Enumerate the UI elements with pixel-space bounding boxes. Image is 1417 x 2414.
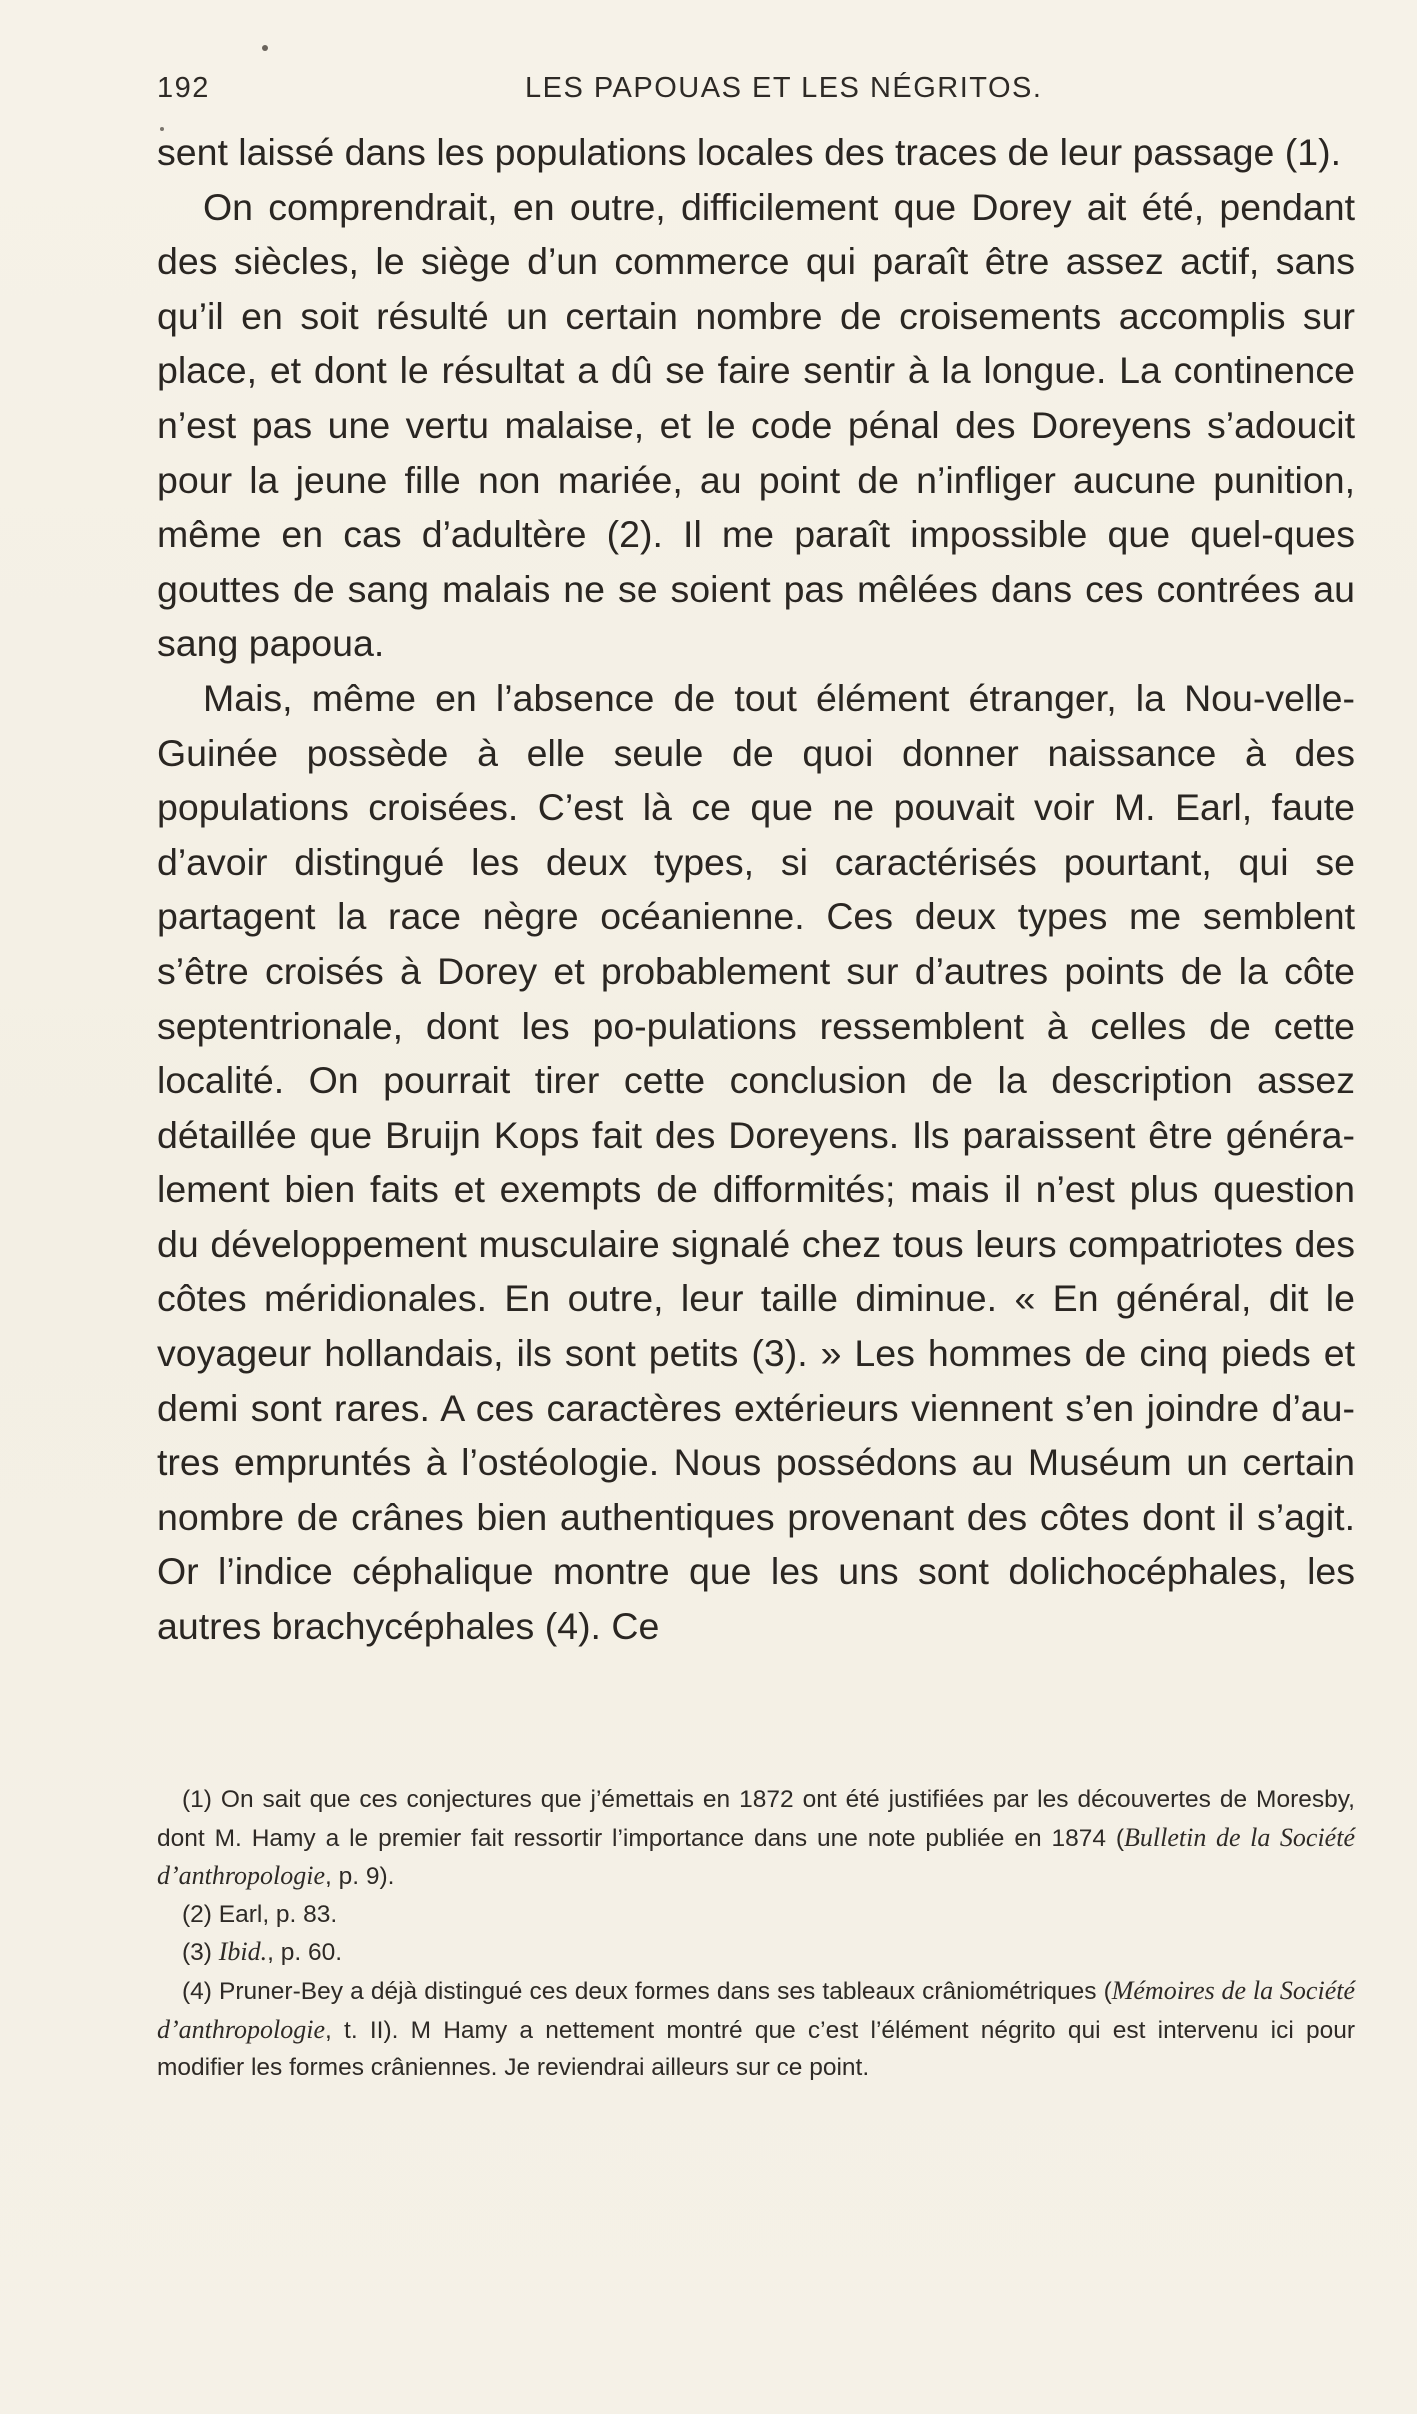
footnote-4-text: (4) Pruner-Bey a déjà distingué ces deux formes dans ses tableaux crâniométriques ( bbox=[182, 1977, 1112, 2005]
footnote-1-text: (1) On sait que ces conjectures que j’émettais en 1872 ont été justifiées par les découvertes de Moresby, dont M. Hamy a le premier fait ressortir l’importance dans une note publiée en 1874 ( bbox=[157, 1786, 1355, 1852]
footnote-2-text: (2) Earl, p. 83. bbox=[182, 1900, 338, 1928]
footnote-1-citation: Bulletin de la Société d’anthropologie bbox=[157, 1822, 1355, 1891]
paragraph-continued: sent laissé dans les populations locales des traces de leur passage (1). bbox=[157, 131, 1342, 173]
footnote-3 bbox=[157, 1933, 1355, 1972]
footnote-2 bbox=[157, 1896, 1355, 1934]
footnote-3-prefix: (3) bbox=[182, 1939, 219, 1967]
footnote-3-tail: , p. 60. bbox=[267, 1939, 343, 1967]
ink-speck bbox=[262, 45, 268, 51]
footnote-4 bbox=[157, 1972, 1355, 2087]
footnote-4-tail: , t. II). M Hamy a nettement montré que c’est l’élément négrito qui est intervenu ici pour modifier les formes crâniennes. Je reviendrai ailleurs sur ce point. bbox=[157, 2016, 1355, 2082]
main-text bbox=[157, 125, 1355, 1654]
page-number: 192 bbox=[157, 72, 210, 104]
footnote-4-citation: Mémoires de la Société d’anthropologie bbox=[157, 1975, 1356, 2044]
footnote-1 bbox=[157, 1781, 1355, 1896]
footnote-1-tail: , p. 9). bbox=[325, 1863, 395, 1891]
paragraph: Mais, même en l’absence de tout élément étranger, la Nou-velle-Guinée possède à elle seule de quoi donner naissance à des populations croisées. C’est là ce que ne pouvait voir M. Earl, faute d’avoir distingué les deux types, si caractérisés pourtant, qui se partagent la race nègre océanienne. Ces deux types me semblent s’être croisés à Dorey et probablement sur d’autres points de la côte septentrionale, dont les po-pulations ressemblent à celles de cette localité. On pourrait tirer cette conclusion de la description assez détaillée que Bruijn Kops fait des Doreyens. Ils paraissent être généra-lement bien faits et exempts de difformités; mais il n’est plus question du développement musculaire signalé chez tous leurs compatriotes des côtes méridionales. En outre, leur taille diminue. « En général, dit le voyageur hollandais, ils sont petits (3). » Les hommes de cinq pieds et demi sont rares. A ces caractères extérieurs viennent s’en joindre d’au-tres empruntés à l’ostéologie. Nous possédons au Muséum un certain nombre de crânes bien authentiques provenant des côtes dont il s’agit. Or l’indice céphalique montre que les uns sont dolichocéphales, les autres brachycéphales (4). Ce bbox=[157, 676, 1355, 1648]
page-header bbox=[157, 72, 1357, 112]
footnote-3-citation: Ibid. bbox=[218, 1937, 268, 1967]
footnotes bbox=[157, 1781, 1355, 2087]
running-title: LES PAPOUAS ET LES NÉGRITOS. bbox=[525, 72, 1043, 104]
paragraph: On comprendrait, en outre, difficilement que Dorey ait été, pendant des siècles, le siège d’un commerce qui paraît être assez actif, sans qu’il en soit résulté un certain nombre de croisements accomplis sur place, et dont le résultat a dû se faire sentir à la longue. La continence n’est pas une vertu malaise, et le code pénal des Doreyens s’adoucit pour la jeune fille non mariée, au point de n’infliger aucune punition, même en cas d’adultère (2). Il me paraît impossible que quel-ques gouttes de sang malais ne se soient pas mêlées dans ces contrées au sang papoua. bbox=[157, 185, 1355, 665]
